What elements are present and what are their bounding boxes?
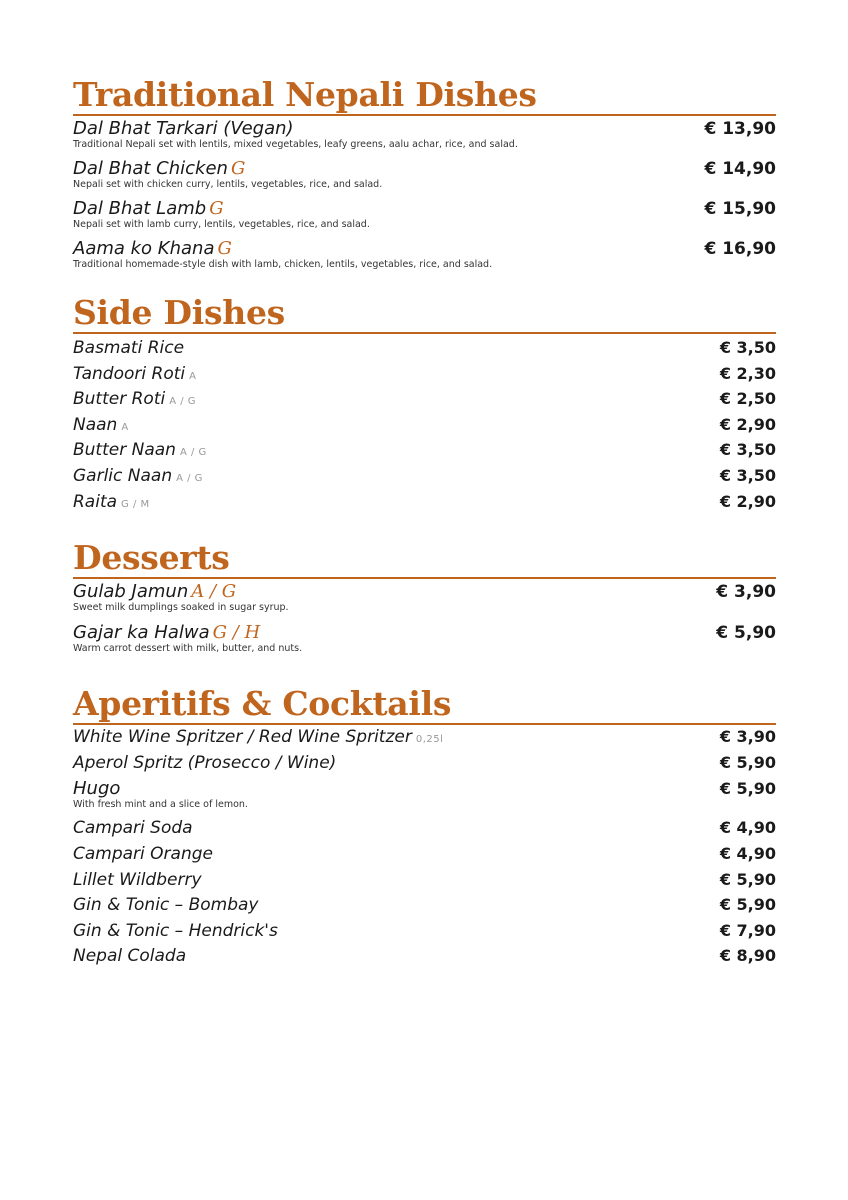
item-price: € 3,50 [719,338,776,357]
menu-item [73,778,776,818]
section-title: Traditional Nepali Dishes [73,76,776,116]
menu-item [73,364,776,390]
item-name: Aama ko Khana [73,238,215,259]
section-title: Aperitifs & Cocktails [73,685,776,725]
item-description: Warm carrot dessert with milk, butter, and nuts. [73,643,303,655]
menu-item [73,118,776,158]
allergen-code: A / G [191,581,237,603]
item-price: € 3,90 [719,727,776,747]
menu-item [73,622,776,663]
item-name: Dal Bhat Tarkari (Vegan) [73,118,294,139]
item-name: Basmati Rice [73,338,185,358]
item-description: With fresh mint and a slice of lemon. [73,799,248,811]
item-price: € 3,50 [719,440,776,460]
item-price: € 3,50 [719,465,776,485]
item-name: Gulab Jamun [73,581,189,603]
allergen-code: A / G [169,396,197,408]
menu-item [73,727,776,753]
allergen-code: A / G [179,447,207,459]
allergen-code: G / H [212,622,261,644]
item-price: € 5,90 [716,623,776,644]
item-name: Campari Soda [73,818,193,839]
item-price: € 5,90 [719,895,776,915]
item-name: Gin & Tonic – Bombay [73,895,259,916]
item-name: Gajar ka Halwa [73,622,210,644]
menu-item [73,921,776,947]
item-price: € 15,90 [704,199,776,219]
menu-item [73,844,776,870]
item-name: Butter Naan [73,440,176,461]
item-name: Garlic Naan [73,465,173,486]
item-price: € 2,30 [719,363,776,383]
menu-item [73,466,776,492]
item-price: € 8,90 [719,946,776,966]
item-name: Hugo [73,778,121,800]
menu-page [73,76,776,972]
section-desserts [73,539,776,663]
item-name: Aperol Spritz (Prosecco / Wine) [73,752,337,773]
menu-item [73,238,776,278]
item-name: Dal Bhat Lamb [73,198,207,219]
allergen-code: G [209,198,224,219]
menu-item [73,581,776,622]
item-name: Tandoori Roti [73,363,186,384]
menu-item [73,158,776,198]
allergen-code: G [217,238,232,259]
allergen-code: A / G [176,472,203,484]
item-price: € 5,90 [719,779,776,799]
menu-item [73,440,776,466]
item-price: € 4,90 [719,843,776,863]
menu-item [73,198,776,238]
item-price: € 2,90 [719,491,776,511]
menu-item [73,946,776,972]
item-price: € 5,90 [719,869,776,889]
menu-item [73,870,776,896]
section-aperitifs-cocktails [73,685,776,972]
item-name: Lillet Wildberry [73,869,202,890]
item-price: € 3,90 [716,582,776,603]
menu-item [73,389,776,415]
menu-item [73,753,776,779]
item-price: € 5,90 [719,752,776,772]
item-name: Campari Orange [73,843,213,864]
item-name: Gin & Tonic – Hendrick's [73,920,278,941]
item-description: Sweet milk dumplings soaked in sugar syrup. [73,602,289,614]
item-name: Naan [73,414,118,435]
section-side-dishes [73,294,776,517]
menu-item [73,338,776,364]
item-price: € 2,50 [719,389,776,409]
item-description: Traditional Nepali set with lentils, mixed vegetables, leafy greens, aalu achar, rice, and salad. [73,139,518,150]
item-name: Dal Bhat Chicken [73,158,228,179]
item-price: € 13,90 [704,119,776,139]
item-name: Raita [73,491,118,512]
item-price: € 16,90 [704,239,776,259]
item-price: € 2,90 [719,414,776,434]
menu-item [73,895,776,921]
item-price: € 14,90 [704,159,776,179]
item-price: € 7,90 [719,920,776,940]
item-description: Nepali set with lamb curry, lentils, vegetables, rice, and salad. [73,219,370,230]
item-name: Butter Roti [73,389,166,410]
item-description: Traditional homemade-style dish with lamb, chicken, lentils, vegetables, rice, and salad. [73,259,493,270]
section-title: Desserts [73,539,776,579]
section-title: Side Dishes [73,294,776,334]
item-description: Nepali set with chicken curry, lentils, vegetables, rice, and salad. [73,179,383,190]
item-price: € 4,90 [719,818,776,838]
allergen-code: A [121,421,129,433]
menu-item [73,415,776,441]
allergen-code: G [230,158,246,179]
allergen-code: A [189,370,197,382]
item-name: White Wine Spritzer / Red Wine Spritzer [73,727,412,748]
volume-note: 0,25l [415,734,444,746]
menu-item [73,492,776,518]
item-name: Nepal Colada [73,946,187,967]
section-nepali-dishes [73,76,776,278]
menu-item [73,818,776,844]
allergen-code: G / M [121,498,150,510]
